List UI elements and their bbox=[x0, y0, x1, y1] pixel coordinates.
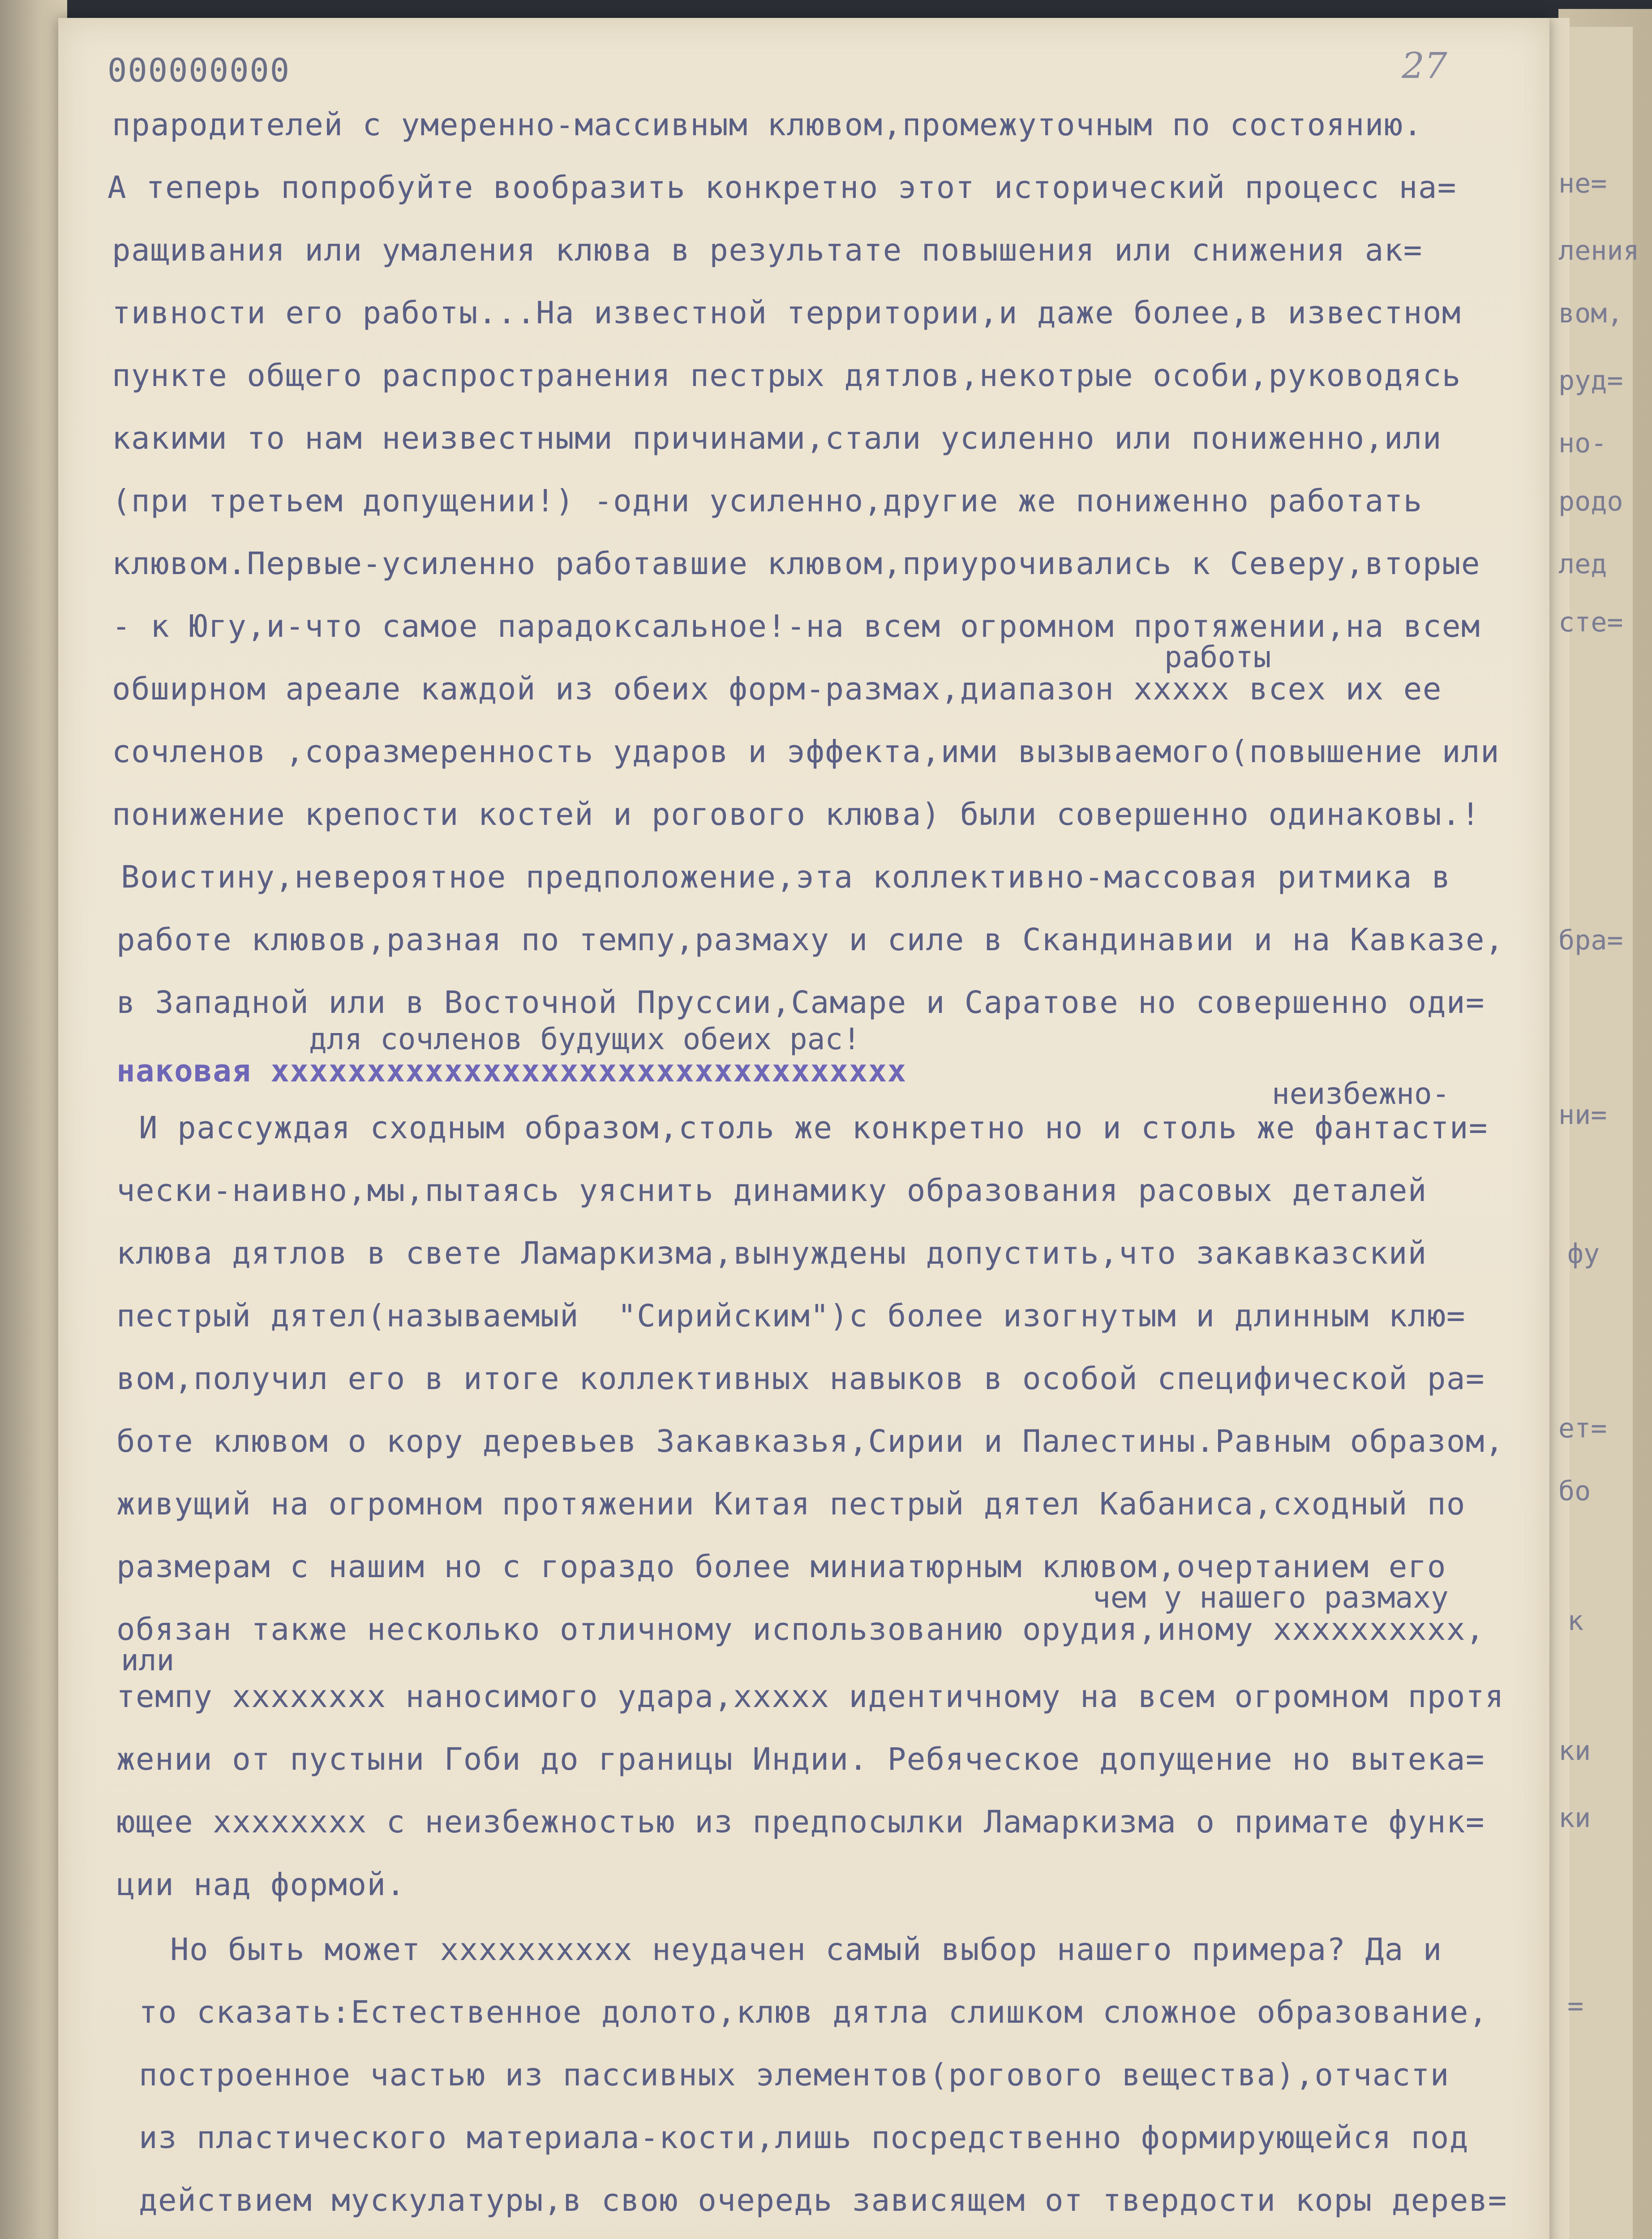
text-line: действием мускулатуры,в свою очередь зависящем от твердости коры дерев= bbox=[139, 2183, 1507, 2218]
text-line: Но быть может хххххххххх неудачен самый выбор нашего примера? Да и bbox=[170, 1932, 1442, 1968]
insertion-above: неизбежно- bbox=[1272, 1077, 1450, 1111]
edge-fragment: к bbox=[1567, 1605, 1584, 1637]
text-line: ции над формой. bbox=[116, 1867, 406, 1903]
text-line: - к Югу,и-что самое парадоксальное!-на всем огромном протяжении,на всем bbox=[112, 609, 1480, 644]
page-number: 27 bbox=[1402, 45, 1447, 86]
text-line: размерам с нашим но с гораздо более миниатюрным клювом,очертанием его bbox=[116, 1549, 1446, 1585]
text-line: построенное частью из пассивных элементов(рогового вещества),отчасти bbox=[139, 2057, 1450, 2093]
edge-fragment: ки bbox=[1558, 1735, 1591, 1767]
edge-fragment: фу bbox=[1567, 1238, 1600, 1270]
text-line: жении от пустыни Гоби до границы Индии. Ребяческое допущение но вытека= bbox=[116, 1741, 1485, 1777]
edge-fragment: ет= bbox=[1558, 1413, 1607, 1444]
document-number: 000000000 bbox=[107, 51, 291, 89]
edge-fragment: руд= bbox=[1558, 365, 1623, 396]
text-line: тивности его работы...На известной территории,и даже более,в известном bbox=[112, 295, 1461, 331]
insertion-above: работы bbox=[1164, 640, 1271, 674]
binding-edge bbox=[0, 0, 67, 2239]
text-line: темпу хххххххх наносимого удара,ххххх идентичному на всем огромном протя bbox=[116, 1679, 1504, 1715]
text-line: обязан также несколько отличному использованию орудия,иному хххххххххх, bbox=[116, 1612, 1485, 1647]
text-line: пункте общего распространения пестрых дятлов,некотрые особи,руководясь bbox=[112, 358, 1461, 394]
edge-fragment: сте= bbox=[1558, 607, 1623, 638]
text-line: клюва дятлов в свете Ламаркизма,вынуждены допустить,что закавказский bbox=[116, 1235, 1427, 1271]
typewritten-page bbox=[58, 18, 1549, 2239]
edge-fragment: но- bbox=[1558, 428, 1607, 459]
text-line: пестрый дятел(называемый "Сирийским")с более изогнутым и длинным клю= bbox=[116, 1298, 1466, 1334]
text-line: ращивания или умаления клюва в результате повышения или снижения ак= bbox=[112, 232, 1423, 268]
text-line: И рассуждая сходным образом,столь же конкретно но и столь же фантасти= bbox=[139, 1110, 1488, 1146]
edge-fragment: ни= bbox=[1558, 1099, 1607, 1131]
insertion-above: чем у нашего размаху bbox=[1093, 1580, 1449, 1615]
text-line: из пластического материала-кости,лишь посредственно формирующейся под bbox=[139, 2120, 1469, 2156]
insertion-above: для сочленов будущих обеих рас! bbox=[309, 1022, 861, 1056]
text-line: клювом.Первые-усиленно работавшие клювом,приурочивались к Северу,вторые bbox=[112, 546, 1480, 582]
edge-fragment: ки bbox=[1558, 1802, 1591, 1834]
edge-fragment: лед bbox=[1558, 549, 1607, 580]
edge-fragment: = bbox=[1567, 1990, 1584, 2022]
edge-fragment: ления bbox=[1558, 235, 1639, 266]
text-line: работе клювов,разная по темпу,размаху и силе в Скандинавии и на Кавказе, bbox=[116, 922, 1504, 958]
text-line: чески-наивно,мы,пытаясь уяснить динамику образования расовых деталей bbox=[116, 1173, 1427, 1209]
text-line: (при третьем допущении!) -одни усиленно,другие же пониженно работать bbox=[112, 483, 1423, 519]
text-line: Воистину,невероятное предположение,эта коллективно-массовая ритмика в bbox=[121, 859, 1451, 895]
text-line: обширном ареале каждой из обеих форм-размах,диапазон ххххх всех их ее bbox=[112, 671, 1442, 707]
text-line: понижение крепости костей и рогового клюва) были совершенно одинаковы.! bbox=[112, 797, 1480, 832]
text-line: то сказать:Естественное долото,клюв дятла слишком сложное образование, bbox=[139, 1995, 1488, 2030]
text-line: ющее хххххххх с неизбежностью из предпосылки Ламаркизма о примате функ= bbox=[116, 1804, 1485, 1840]
text-line: какими то нам неизвестными причинами,стали усиленно или пониженно,или bbox=[112, 420, 1442, 456]
edge-fragment: не= bbox=[1558, 168, 1607, 199]
text-line: сочленов ,соразмеренность ударов и эффекта,ими вызываемого(повышение или bbox=[112, 734, 1500, 770]
edge-fragment: родо bbox=[1558, 486, 1623, 517]
text-line: вом,получил его в итоге коллективных навыков в особой специфической ра= bbox=[116, 1361, 1485, 1397]
text-line: А теперь попробуйте вообразить конкретно этот исторический процесс на= bbox=[107, 170, 1457, 206]
text-line-struck: наковая ххххххххххххххххххххххххххххххххх bbox=[116, 1053, 907, 1089]
text-line: живущий на огромном протяжении Китая пестрый дятел Кабаниса,сходный по bbox=[116, 1486, 1466, 1522]
edge-fragment: бо bbox=[1558, 1476, 1591, 1507]
insertion-above: или bbox=[121, 1643, 175, 1677]
edge-fragment: бра= bbox=[1558, 925, 1623, 956]
text-line: в Западной или в Восточной Пруссии,Самаре и Саратове но совершенно оди= bbox=[116, 985, 1485, 1021]
text-line: прародителей с умеренно-массивным клювом,промежуточным по состоянию. bbox=[112, 107, 1423, 143]
text-line: боте клювом о кору деревьев Закавказья,Сирии и Палестины.Равным образом, bbox=[116, 1424, 1504, 1459]
edge-fragment: вом, bbox=[1558, 298, 1623, 329]
